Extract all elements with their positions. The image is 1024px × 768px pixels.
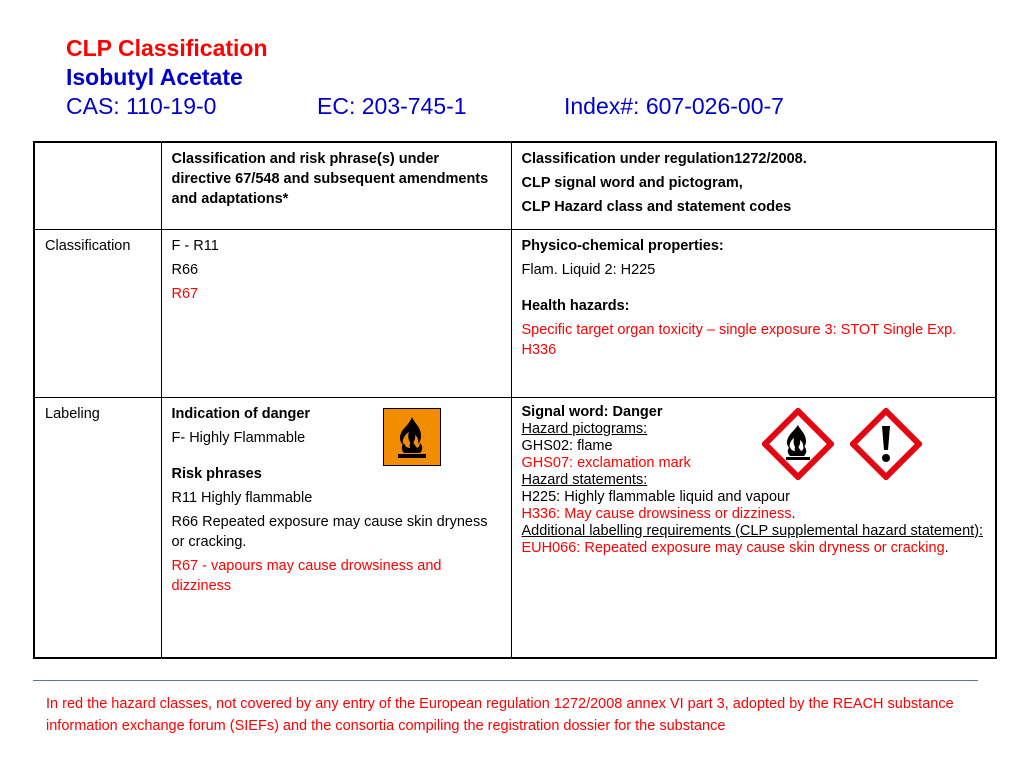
ghs07-exclamation-icon (850, 408, 922, 485)
substance-name: Isobutyl Acetate (66, 64, 243, 90)
page-title: CLP Classification (66, 35, 268, 61)
risk-r66: R66 Repeated exposure may cause skin dryness or cracking. (171, 513, 488, 550)
labeling-dsd-cell (161, 397, 511, 658)
danger-value: F- Highly Flammable (171, 429, 306, 446)
signal-word: Signal word: Danger (521, 403, 663, 420)
labeling-row (34, 397, 996, 658)
title-block (66, 34, 784, 121)
header-dsd: Classification and risk phrase(s) under directive 67/548 and subsequent amendments and adaptations* (161, 142, 511, 229)
h336-statement: H336: May cause drowsiness or dizziness (521, 505, 792, 522)
ghs07-label: GHS07: exclamation mark (521, 454, 691, 471)
dsd-r11: F - R11 (171, 237, 219, 254)
ec-number: EC: 203-745-1 (317, 93, 467, 119)
health-value: Specific target organ toxicity – single exposure 3: STOT Single Exp. H336 (521, 321, 957, 358)
classification-row-label: Classification (34, 229, 161, 397)
labeling-row-label: Labeling (34, 397, 161, 658)
danger-heading: Indication of danger (171, 405, 311, 422)
table-header-row (34, 142, 996, 229)
euh066-period: . (944, 539, 949, 556)
header-clp (511, 142, 996, 229)
additional-heading: Additional labelling requirements (CLP supplemental hazard statement): (521, 522, 984, 539)
h336-period: . (791, 505, 796, 522)
pictograms-heading: Hazard pictograms: (521, 420, 648, 437)
classification-row (34, 229, 996, 397)
identifiers-line (66, 92, 784, 121)
footnote-divider (33, 680, 978, 681)
labeling-clp-cell (511, 397, 996, 658)
euh066-line (522, 540, 986, 557)
ghs02-label: GHS02: flame (521, 437, 613, 454)
euh066-statement: EUH066: Repeated exposure may cause skin dryness or cracking (521, 539, 945, 556)
classification-clp-cell (511, 229, 996, 397)
cas-number: CAS: 110-19-0 (66, 93, 217, 119)
index-number: Index#: 607-026-00-7 (564, 93, 784, 119)
header-empty-cell (34, 142, 161, 229)
risk-heading: Risk phrases (171, 465, 262, 482)
h225-statement: H225: Highly flammable liquid and vapour (521, 488, 790, 505)
physchem-value: Flam. Liquid 2: H225 (521, 261, 656, 278)
h336-line (522, 506, 986, 523)
risk-r67: R67 - vapours may cause drowsiness and dizziness (171, 557, 442, 594)
classification-table (33, 141, 997, 659)
ghs02-flame-icon (762, 408, 834, 485)
classification-dsd-cell (161, 229, 511, 397)
risk-r11: R11 Highly flammable (171, 489, 313, 506)
header-clp-line3: CLP Hazard class and statement codes (521, 199, 792, 215)
physchem-heading: Physico-chemical properties: (521, 237, 724, 254)
header-clp-line2: CLP signal word and pictogram, (521, 175, 743, 191)
header-clp-line1: Classification under regulation1272/2008. (521, 151, 807, 167)
dsd-r66: R66 (171, 261, 199, 278)
statements-heading: Hazard statements: (521, 471, 648, 488)
dsd-flame-symbol-icon (383, 408, 441, 466)
health-heading: Health hazards: (521, 297, 630, 314)
dsd-r67: R67 (171, 285, 199, 302)
footnote: In red the hazard classes, not covered by any entry of the European regulation 1272/2008 annex VI part 3, adopted by the REACH substance information exchange forum (SIEFs) and the consortia compiling the registration dossier for the substance (46, 696, 954, 734)
